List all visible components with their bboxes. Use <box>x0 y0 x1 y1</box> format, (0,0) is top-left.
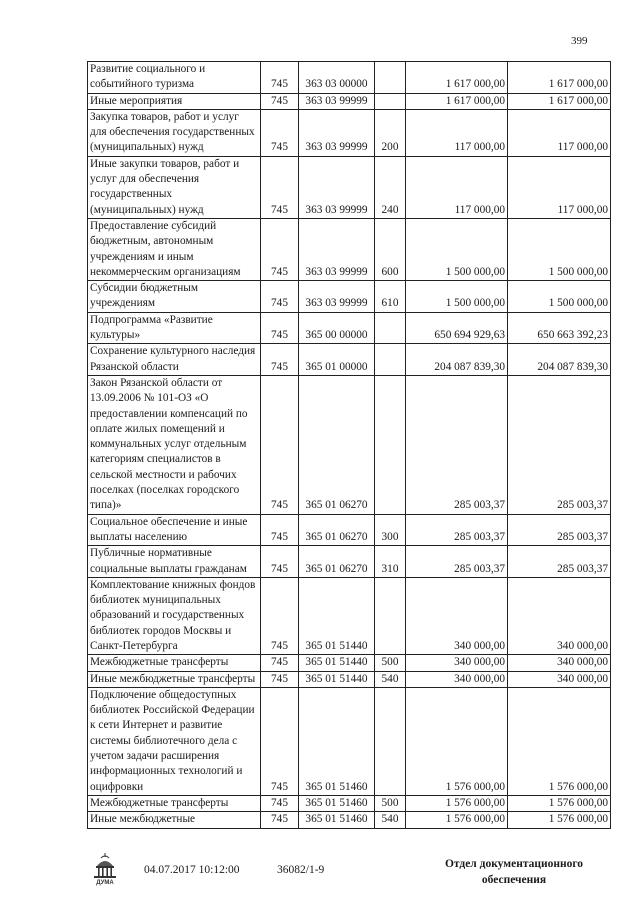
table-row <box>88 218 611 280</box>
row-sum-2017-cell: 285 003,37 <box>406 514 508 546</box>
row-sum-2017-cell: 1 500 000,00 <box>406 281 508 313</box>
table-row <box>88 812 611 828</box>
row-name-cell: Закупка товаров, работ и услуг для обеспечения государственных (муниципальных) нужд <box>88 109 261 156</box>
row-ved-cell: 745 <box>261 795 299 811</box>
row-csr-cell: 365 01 06270 <box>299 546 375 578</box>
row-vr-cell <box>375 312 406 344</box>
row-sum-2017-cell: 650 694 929,63 <box>406 312 508 344</box>
row-sum-2017-cell: 117 000,00 <box>406 109 508 156</box>
row-ved-cell: 745 <box>261 281 299 313</box>
row-ved-cell: 745 <box>261 93 299 109</box>
row-ved-cell: 745 <box>261 109 299 156</box>
table-row <box>88 156 611 218</box>
row-ved-cell: 745 <box>261 218 299 280</box>
row-name-cell: Межбюджетные трансферты <box>88 655 261 671</box>
row-csr-cell: 365 01 00000 <box>299 344 375 376</box>
row-sum-2018-cell: 1 500 000,00 <box>508 218 611 280</box>
row-vr-cell <box>375 62 406 94</box>
row-sum-2018-cell: 1 500 000,00 <box>508 281 611 313</box>
table-row <box>88 312 611 344</box>
budget-table <box>87 61 611 829</box>
table-row <box>88 109 611 156</box>
budget-table-body <box>88 62 611 829</box>
row-sum-2017-cell: 117 000,00 <box>406 156 508 218</box>
row-sum-2017-cell: 285 003,37 <box>406 546 508 578</box>
table-row <box>88 62 611 94</box>
row-vr-cell <box>375 93 406 109</box>
duma-logo-icon <box>92 852 118 886</box>
row-sum-2017-cell: 340 000,00 <box>406 577 508 654</box>
footer-timestamp: 04.07.2017 10:12:00 <box>144 864 240 876</box>
row-sum-2018-cell: 117 000,00 <box>508 109 611 156</box>
table-row <box>88 375 611 514</box>
row-ved-cell: 745 <box>261 62 299 94</box>
row-sum-2017-cell: 1 617 000,00 <box>406 93 508 109</box>
row-csr-cell: 363 03 99999 <box>299 93 375 109</box>
row-csr-cell: 365 01 51440 <box>299 655 375 671</box>
row-csr-cell: 363 03 99999 <box>299 109 375 156</box>
row-sum-2018-cell: 117 000,00 <box>508 156 611 218</box>
row-vr-cell: 600 <box>375 218 406 280</box>
row-ved-cell: 745 <box>261 312 299 344</box>
row-sum-2017-cell: 1 576 000,00 <box>406 812 508 828</box>
row-csr-cell: 365 00 00000 <box>299 312 375 344</box>
row-vr-cell: 540 <box>375 671 406 687</box>
row-sum-2017-cell: 1 617 000,00 <box>406 62 508 94</box>
row-name-cell: Публичные нормативные социальные выплаты гражданам <box>88 546 261 578</box>
row-name-cell: Межбюджетные трансферты <box>88 795 261 811</box>
row-name-cell: Подпрограмма «Развитие культуры» <box>88 312 261 344</box>
footer-doc-code: 36082/1-9 <box>277 864 325 876</box>
row-name-cell: Иные закупки товаров, работ и услуг для обеспечения государственных (муниципальных) нужд <box>88 156 261 218</box>
row-sum-2017-cell: 340 000,00 <box>406 655 508 671</box>
row-ved-cell: 745 <box>261 546 299 578</box>
row-ved-cell: 745 <box>261 812 299 828</box>
row-sum-2017-cell: 204 087 839,30 <box>406 344 508 376</box>
row-ved-cell: 745 <box>261 514 299 546</box>
row-name-cell: Комплектование книжных фондов библиотек муниципальных образований и государственных библиотек городов Москвы и Санкт-Петербурга <box>88 577 261 654</box>
row-vr-cell: 540 <box>375 812 406 828</box>
table-row <box>88 795 611 811</box>
table-row <box>88 687 611 795</box>
row-sum-2018-cell: 1 576 000,00 <box>508 687 611 795</box>
row-vr-cell <box>375 577 406 654</box>
table-row <box>88 93 611 109</box>
table-row <box>88 546 611 578</box>
row-sum-2017-cell: 1 576 000,00 <box>406 795 508 811</box>
row-csr-cell: 365 01 06270 <box>299 375 375 514</box>
row-name-cell: Предоставление субсидий бюджетным, автономным учреждениям и иным некоммерческим организациям <box>88 218 261 280</box>
table-row <box>88 671 611 687</box>
row-sum-2018-cell: 1 617 000,00 <box>508 62 611 94</box>
row-csr-cell: 365 01 51460 <box>299 795 375 811</box>
row-csr-cell: 365 01 51440 <box>299 671 375 687</box>
svg-text:ДУМА: ДУМА <box>96 880 114 886</box>
row-ved-cell: 745 <box>261 687 299 795</box>
row-vr-cell: 610 <box>375 281 406 313</box>
footer-department-line-2: обеспечения <box>481 874 547 886</box>
row-sum-2018-cell: 340 000,00 <box>508 655 611 671</box>
row-csr-cell: 363 03 99999 <box>299 281 375 313</box>
row-name-cell: Развитие социального и событийного туризма <box>88 62 261 94</box>
row-vr-cell: 200 <box>375 109 406 156</box>
row-csr-cell: 363 03 99999 <box>299 156 375 218</box>
page-number: 399 <box>571 35 588 47</box>
table-row <box>88 281 611 313</box>
table-row <box>88 577 611 654</box>
row-sum-2017-cell: 1 500 000,00 <box>406 218 508 280</box>
row-vr-cell <box>375 344 406 376</box>
footer-department-line-1: Отдел документационного <box>444 858 584 870</box>
row-sum-2018-cell: 204 087 839,30 <box>508 344 611 376</box>
row-sum-2018-cell: 650 663 392,23 <box>508 312 611 344</box>
row-csr-cell: 363 03 99999 <box>299 218 375 280</box>
row-vr-cell <box>375 375 406 514</box>
table-row <box>88 655 611 671</box>
row-name-cell: Субсидии бюджетным учреждениям <box>88 281 261 313</box>
row-ved-cell: 745 <box>261 375 299 514</box>
row-name-cell: Подключение общедоступных библиотек Российской Федерации к сети Интернет и развитие системы библиотечного дела с учетом задачи расширения информационных технологий и оцифровки <box>88 687 261 795</box>
row-vr-cell: 300 <box>375 514 406 546</box>
row-ved-cell: 745 <box>261 671 299 687</box>
row-name-cell: Закон Рязанской области от 13.09.2006 № 101-ОЗ «О предоставлении компенсаций по оплате жилых помещений и коммунальных услуг отдельным категориям специалистов в сельской местности и рабочих поселках (поселках городского типа)» <box>88 375 261 514</box>
row-sum-2017-cell: 285 003,37 <box>406 375 508 514</box>
row-vr-cell: 240 <box>375 156 406 218</box>
row-vr-cell: 500 <box>375 655 406 671</box>
row-vr-cell <box>375 687 406 795</box>
row-name-cell: Иные мероприятия <box>88 93 261 109</box>
row-csr-cell: 365 01 51460 <box>299 687 375 795</box>
row-name-cell: Социальное обеспечение и иные выплаты населению <box>88 514 261 546</box>
row-name-cell: Иные межбюджетные трансферты <box>88 671 261 687</box>
row-sum-2018-cell: 1 617 000,00 <box>508 93 611 109</box>
row-sum-2017-cell: 340 000,00 <box>406 671 508 687</box>
row-ved-cell: 745 <box>261 156 299 218</box>
row-csr-cell: 363 03 00000 <box>299 62 375 94</box>
row-ved-cell: 745 <box>261 577 299 654</box>
row-csr-cell: 365 01 51460 <box>299 812 375 828</box>
row-sum-2018-cell: 285 003,37 <box>508 546 611 578</box>
row-sum-2018-cell: 1 576 000,00 <box>508 795 611 811</box>
row-vr-cell: 310 <box>375 546 406 578</box>
row-csr-cell: 365 01 06270 <box>299 514 375 546</box>
row-sum-2018-cell: 340 000,00 <box>508 671 611 687</box>
footer-department <box>432 856 596 888</box>
row-name-cell: Сохранение культурного наследия Рязанской области <box>88 344 261 376</box>
row-vr-cell: 500 <box>375 795 406 811</box>
row-sum-2018-cell: 285 003,37 <box>508 514 611 546</box>
row-sum-2017-cell: 1 576 000,00 <box>406 687 508 795</box>
row-sum-2018-cell: 340 000,00 <box>508 577 611 654</box>
row-name-cell: Иные межбюджетные <box>88 812 261 828</box>
row-csr-cell: 365 01 51440 <box>299 577 375 654</box>
table-row <box>88 514 611 546</box>
row-ved-cell: 745 <box>261 655 299 671</box>
row-sum-2018-cell: 1 576 000,00 <box>508 812 611 828</box>
table-row <box>88 344 611 376</box>
row-sum-2018-cell: 285 003,37 <box>508 375 611 514</box>
row-ved-cell: 745 <box>261 344 299 376</box>
